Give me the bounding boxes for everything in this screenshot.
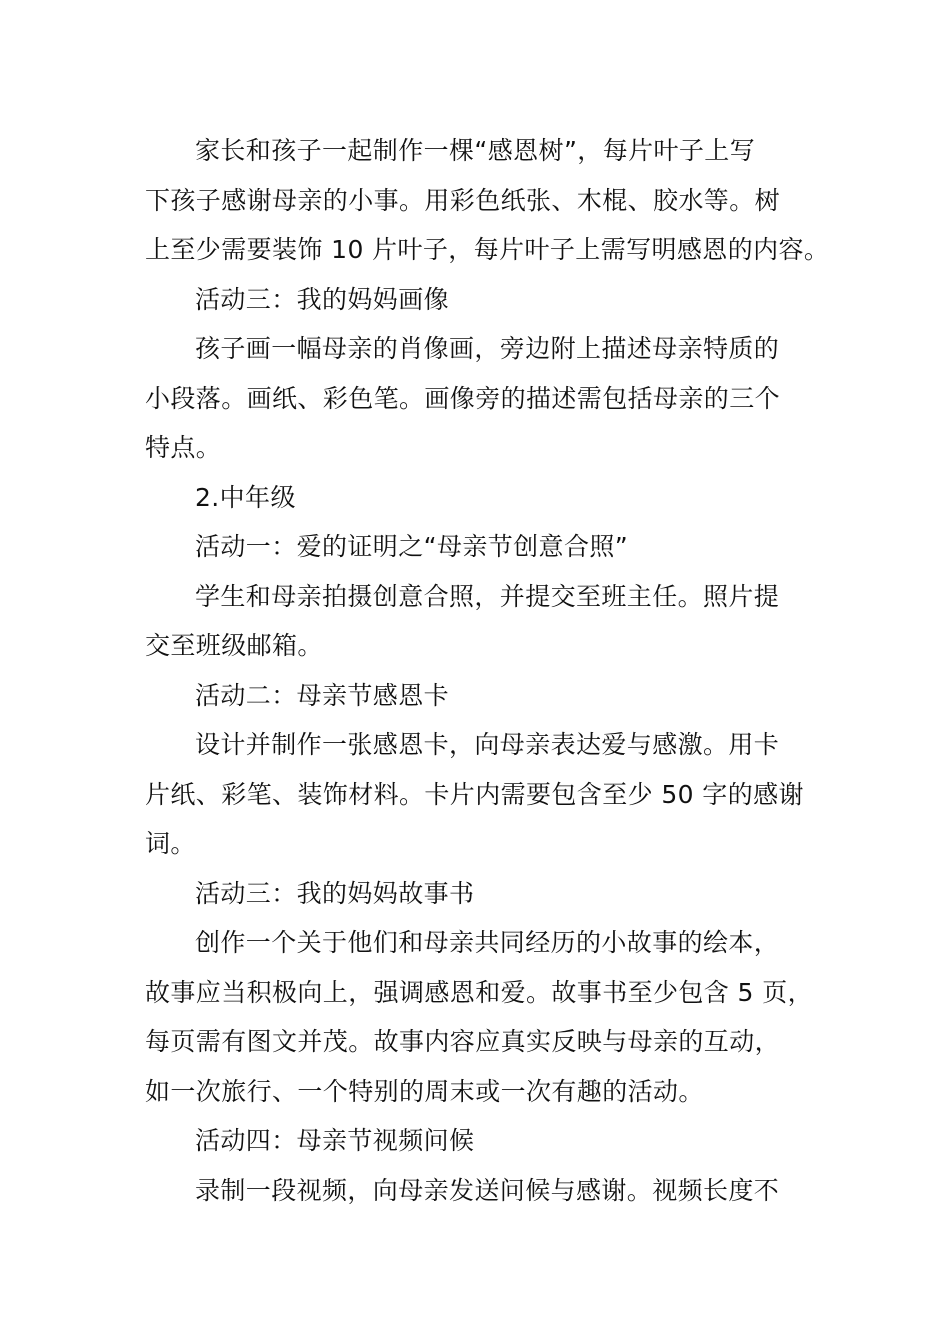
- text-line: 学生和母亲拍摄创意合照，并提交至班主任。照片提: [195, 581, 780, 611]
- text-line: 活动一：爱的证明之“母亲节创意合照”: [195, 532, 629, 561]
- text-line: 词。: [145, 829, 196, 858]
- text-line: 2.中年级: [195, 482, 296, 512]
- heading-activity-1-photo: [145, 522, 830, 572]
- paragraph-portrait: [145, 324, 830, 473]
- paragraph-video: [145, 1166, 830, 1216]
- text-line: 设计并制作一张感恩卡，向母亲表达爱与感激。用卡: [195, 730, 780, 759]
- text-line: 录制一段视频，向母亲发送问候与感谢。视频长度不: [195, 1175, 780, 1205]
- text-line: 孩子画一幅母亲的肖像画，旁边附上描述母亲特质的: [195, 334, 780, 363]
- paragraph-storybook: [145, 918, 830, 1116]
- heading-activity-2-card: [145, 671, 830, 721]
- text-line: 片纸、彩笔、装饰材料。卡片内需要包含至少 50 字的感谢: [145, 779, 804, 809]
- text-line: 活动三：我的妈妈画像: [195, 284, 450, 314]
- text-line: 故事应当积极向上，强调感恩和爱。故事书至少包含 5 页，: [145, 977, 814, 1007]
- heading-middle-grade: [145, 473, 830, 523]
- text-line: 创作一个关于他们和母亲共同经历的小故事的绘本，: [195, 928, 780, 957]
- heading-activity-4-video: [145, 1116, 830, 1166]
- text-line: 活动二：母亲节感恩卡: [195, 680, 450, 710]
- text-line: 交至班级邮箱。: [145, 631, 323, 660]
- heading-activity-3-storybook: [145, 869, 830, 919]
- document-body: [145, 126, 830, 1215]
- paragraph-gratitude-tree: [145, 126, 830, 275]
- text-line: 下孩子感谢母亲的小事。用彩色纸张、木棍、胶水等。树: [145, 185, 781, 215]
- text-line: 每页需有图文并茂。故事内容应真实反映与母亲的互动，: [145, 1027, 781, 1056]
- text-line: 特点。: [145, 433, 222, 462]
- paragraph-card: [145, 720, 830, 869]
- text-line: 小段落。画纸、彩色笔。画像旁的描述需包括母亲的三个: [145, 383, 781, 413]
- text-line: 活动三：我的妈妈故事书: [195, 878, 475, 908]
- heading-activity-3-portrait: [145, 275, 830, 325]
- text-line: 活动四：母亲节视频问候: [195, 1126, 475, 1155]
- paragraph-photo: [145, 572, 830, 671]
- text-line: 上至少需要装饰 10 片叶子，每片叶子上需写明感恩的内容。: [145, 235, 830, 264]
- text-line: 如一次旅行、一个特别的周末或一次有趣的活动。: [145, 1076, 704, 1106]
- text-line: 家长和孩子一起制作一棵“感恩树”，每片叶子上写: [195, 136, 756, 165]
